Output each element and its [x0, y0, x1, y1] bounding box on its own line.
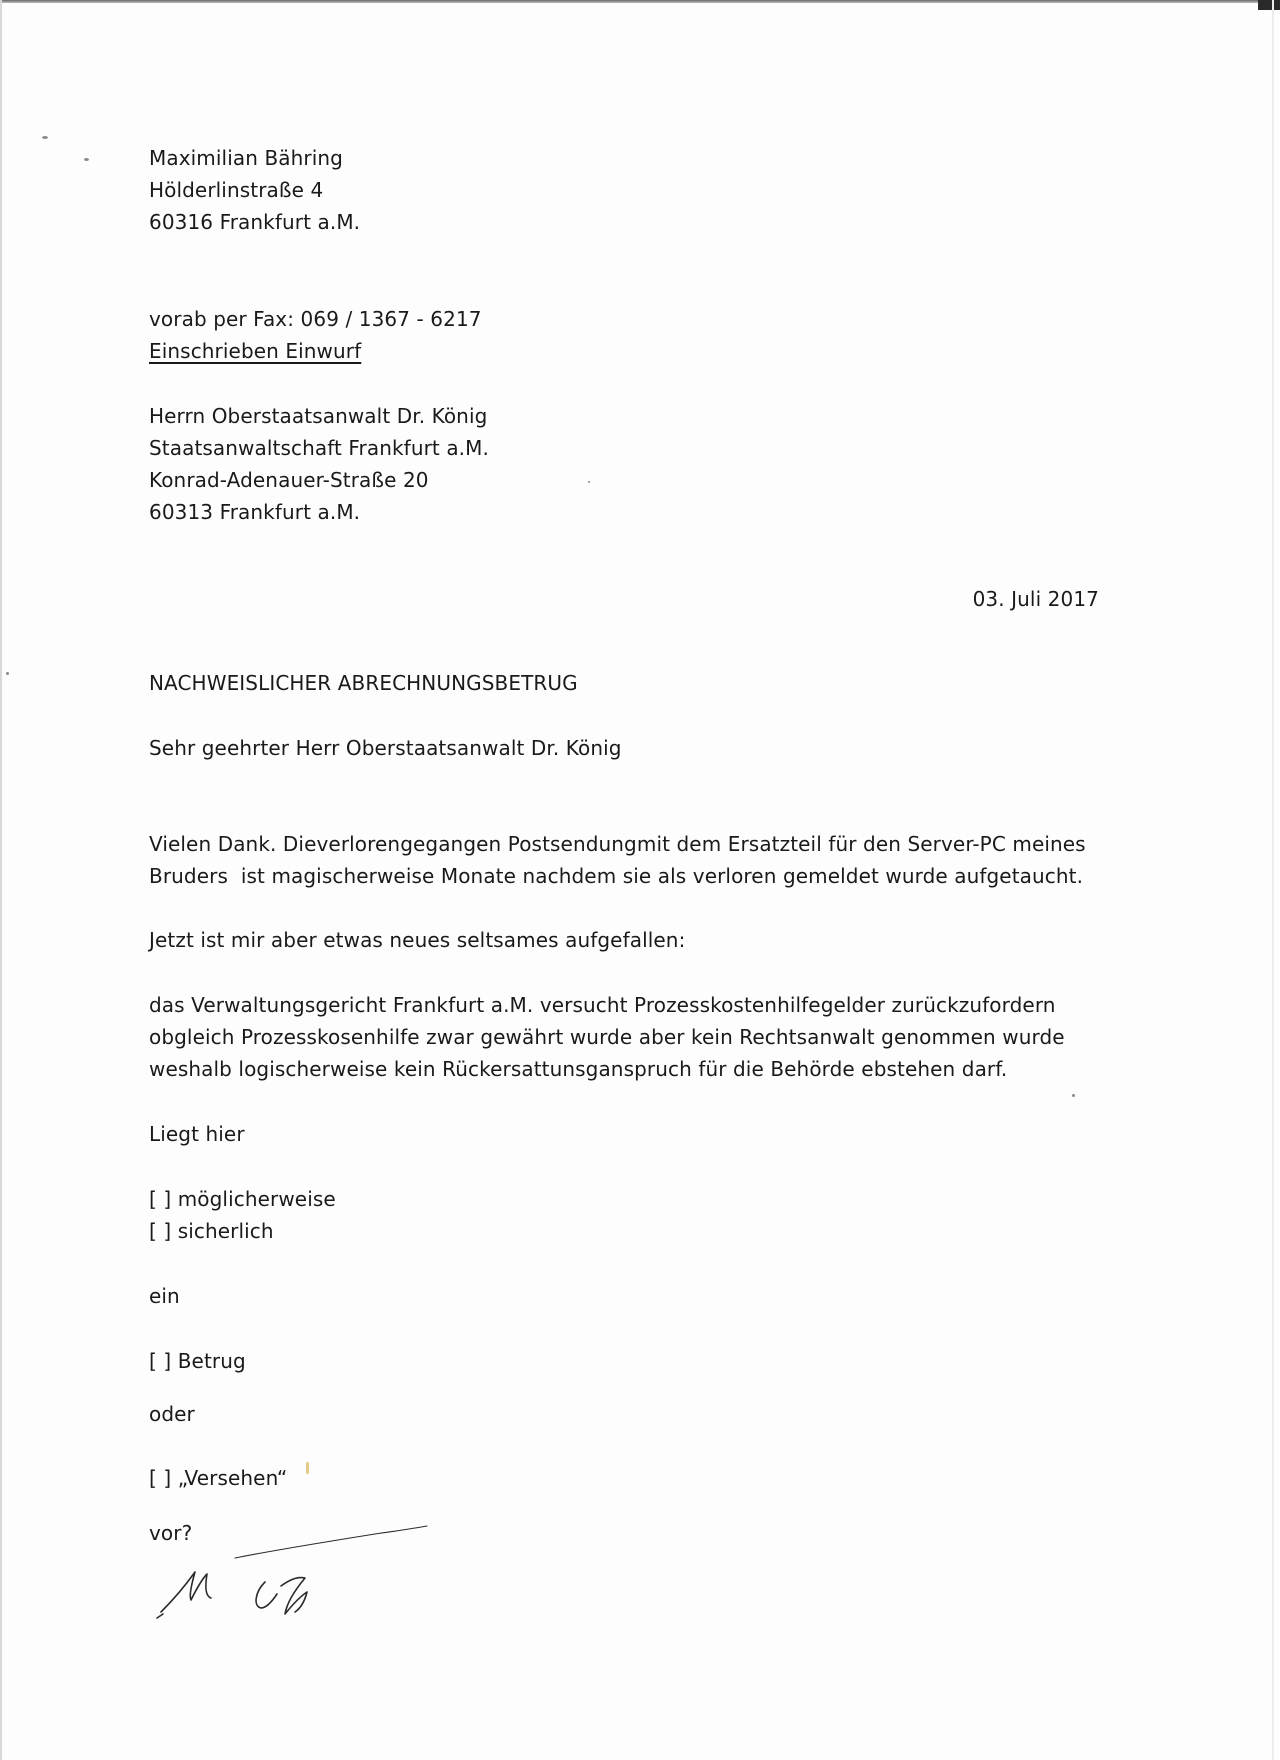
salutation: Sehr geehrter Herr Oberstaatsanwalt Dr. König	[149, 736, 622, 760]
scan-speck	[6, 672, 9, 675]
checkbox-option-fraud: [ ] Betrug	[149, 1349, 246, 1373]
scan-right-edge	[1272, 0, 1274, 1760]
sender-city: 60316 Frankfurt a.M.	[149, 210, 361, 234]
scan-speck	[1072, 1094, 1075, 1097]
scan-speck	[588, 481, 590, 483]
body-paragraph-1-line-2: Bruders ist magischerweise Monate nachdem sie als verloren gemeldet wurde aufgetaucht.	[149, 864, 1084, 888]
checkbox-option-mistake: [ ] „Versehen“	[149, 1466, 288, 1490]
fax-note: vorab per Fax: 069 / 1367 - 6217	[149, 307, 482, 331]
body-paragraph-1-line-1: Vielen Dank. Dieverlorengegangen Postsendungmit dem Ersatzteil für den Server-PC meines	[149, 832, 1086, 856]
question-connector-oder: oder	[149, 1402, 195, 1426]
mail-type: Einschrieben Einwurf	[149, 339, 362, 363]
handwritten-signature	[155, 1520, 435, 1630]
scan-speck	[306, 1462, 309, 1474]
body-paragraph-2: Jetzt ist mir aber etwas neues seltsames aufgefallen:	[149, 928, 686, 952]
recipient-office: Staatsanwaltschaft Frankfurt a.M.	[149, 436, 489, 460]
recipient-city: 60313 Frankfurt a.M.	[149, 500, 361, 524]
scan-speck	[84, 158, 89, 161]
recipient-street: Konrad-Adenauer-Straße 20	[149, 468, 429, 492]
sender-name: Maximilian Bähring	[149, 146, 343, 170]
scan-speck	[42, 136, 48, 139]
scan-top-border	[0, 0, 1280, 3]
sender-street: Hölderlinstraße 4	[149, 178, 324, 202]
question-connector-ein: ein	[149, 1284, 180, 1308]
scan-corner-mark	[1258, 0, 1280, 10]
letter-subject: NACHWEISLICHER ABRECHNUNGSBETRUG	[149, 671, 578, 695]
body-paragraph-3-line-1: das Verwaltungsgericht Frankfurt a.M. versucht Prozesskostenhilfegelder zurückzufordern	[149, 993, 1056, 1017]
question-closing: vor?	[149, 1521, 193, 1545]
checkbox-option-possibly: [ ] möglicherweise	[149, 1187, 336, 1211]
scan-left-edge	[0, 0, 2, 1760]
checkbox-option-certainly: [ ] sicherlich	[149, 1219, 274, 1243]
body-paragraph-3-line-3: weshalb logischerweise kein Rückersattunsganspruch für die Behörde ebstehen darf.	[149, 1057, 1008, 1081]
body-paragraph-3-line-2: obgleich Prozesskosenhilfe zwar gewährt wurde aber kein Rechtsanwalt genommen wurde	[149, 1025, 1065, 1049]
recipient-name: Herrn Oberstaatsanwalt Dr. König	[149, 404, 488, 428]
question-intro: Liegt hier	[149, 1122, 245, 1146]
letter-date: 03. Juli 2017	[972, 587, 1099, 611]
